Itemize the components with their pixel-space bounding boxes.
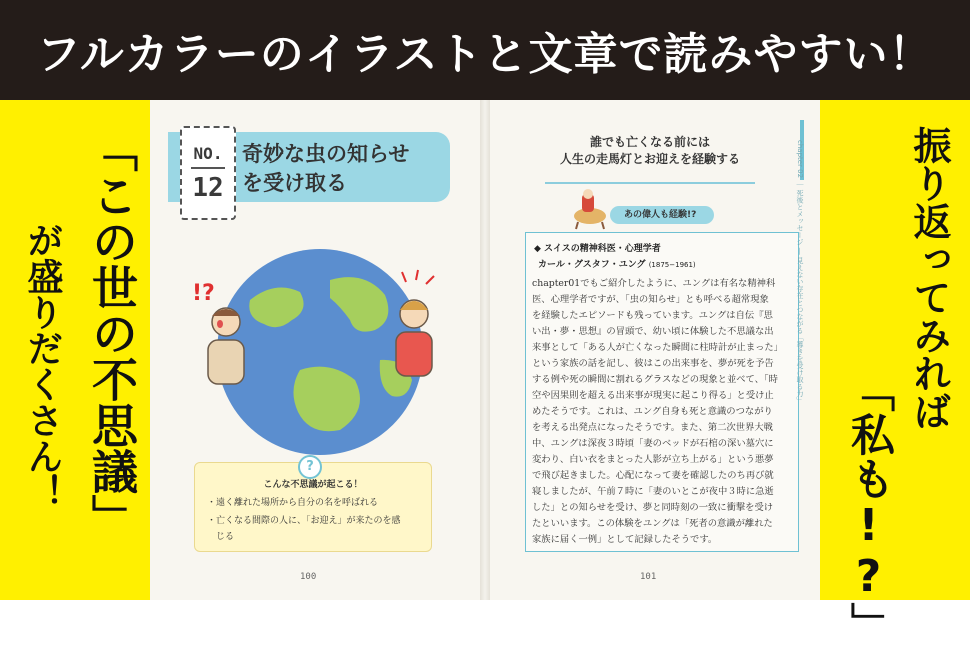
phenomena-item: ・亡くなる間際の人に、「お迎え」が来たのを感 <box>207 516 401 526</box>
body-line: 寝しましたが、午前７時に「妻のいとこが夜中３時に急逝 <box>532 486 774 497</box>
great-person-tag: あの偉人も経験!? <box>610 206 714 224</box>
body-line: い出・夢・思想』の冒頭で、幼い頃に体験した不思議な出 <box>532 326 774 337</box>
left-page <box>150 100 480 600</box>
badge-divider <box>191 167 225 169</box>
body-line: 医、心理学者ですが、「虫の知らせ」とも呼べる超常現象 <box>532 294 769 305</box>
left-promo-line-1: 「この世の不思議」 <box>85 126 139 540</box>
question-icon: ? <box>298 455 322 479</box>
body-line: chapter01でもご紹介したように、ユングは有名な精神科 <box>532 278 776 289</box>
entry-number-badge <box>180 126 236 220</box>
right-page <box>490 100 820 600</box>
body-line: を経験したエピソードも残っています。ユングは自伝『思 <box>532 310 773 321</box>
section-header: 誰でも亡くなる前には 人生の走馬灯とお迎えを経験する <box>559 135 740 166</box>
right-promo-line-2: 「私も!?」 <box>843 368 894 646</box>
body-line: 空や因果則を超える出来事が現実に起こり得る」と受け止 <box>532 390 774 401</box>
page-title: 奇妙な虫の知らせ を受け取る <box>242 142 410 195</box>
page-number-right: 101 <box>640 572 657 582</box>
person-name: カール・グスタフ・ユング <box>538 260 646 270</box>
book-gutter <box>480 100 490 600</box>
biography-box <box>525 232 799 552</box>
entry-number-label: NO. <box>193 143 223 163</box>
entry-number: 12 <box>192 172 224 203</box>
right-promo-line-1: 振り返ってみれば <box>907 126 951 430</box>
body-line: 家族に届く一例」として記録したそうです。 <box>532 534 718 545</box>
globe-illustration <box>180 240 460 460</box>
body-line: で飛び起きました。心配になって妻を確認したのち再び就 <box>532 470 774 481</box>
body-line: 来事として「ある人が亡くなった瞬間に柱時計が止まった」 <box>532 342 784 353</box>
page-number-left: 100 <box>300 572 317 582</box>
body-line: する例や死の瞬間に割れるグラスなどの現象と並べて、「時 <box>532 374 778 385</box>
horseback-figure-illustration <box>568 188 612 230</box>
right-promo-panel <box>820 100 970 646</box>
top-banner <box>0 0 970 100</box>
body-line: を考える出発点になったそうです。また、第二次世界大戦 <box>532 422 773 433</box>
chapter-side-caption: chapter 02 ｜ 死後とメッセージ ― 見えない存在とつながる「導きを受け取る力」 <box>796 140 804 404</box>
body-line: たといいます。この体験をユングは「死者の意識が離れた <box>532 518 773 529</box>
surprised-person-right <box>396 300 432 376</box>
banner-headline: フルカラーのイラストと文章で読みやすい！ <box>36 29 934 80</box>
shock-lines-icon <box>402 270 434 284</box>
body-line: 中、ユングは深夜３時頃「妻のベッドが石棺の深い墓穴に <box>532 438 774 449</box>
exclaim-mark-left: !? <box>192 281 215 306</box>
header-rule <box>545 182 755 184</box>
phenomena-item: じる <box>207 532 235 542</box>
body-line: めたそうです。これは、ユング自身も死と意識のつながり <box>532 406 773 417</box>
phenomena-heading: こんな不思議が起こる！ <box>263 480 363 490</box>
surprised-person-left <box>208 308 244 384</box>
person-years: (1875−1961) <box>648 261 696 269</box>
body-line: 変わり、白い衣をまとった人影が立ち上がる」という悪夢 <box>532 454 774 465</box>
left-promo-panel <box>0 100 150 600</box>
left-promo-line-2: が盛りだくさん！ <box>22 222 63 510</box>
person-name-line <box>538 257 696 270</box>
body-line: した」との知らせを受け、夢と同時刻の一致に衝撃を受け <box>532 502 774 513</box>
person-title: ◆ スイスの精神科医・心理学者 <box>534 244 661 254</box>
body-line: という家族の話を記し、彼はこの出来事を、夢が死を予告 <box>532 358 774 369</box>
book-spread <box>150 100 820 600</box>
phenomena-item: ・遠く離れた場所から自分の名を呼ばれる <box>207 498 379 508</box>
